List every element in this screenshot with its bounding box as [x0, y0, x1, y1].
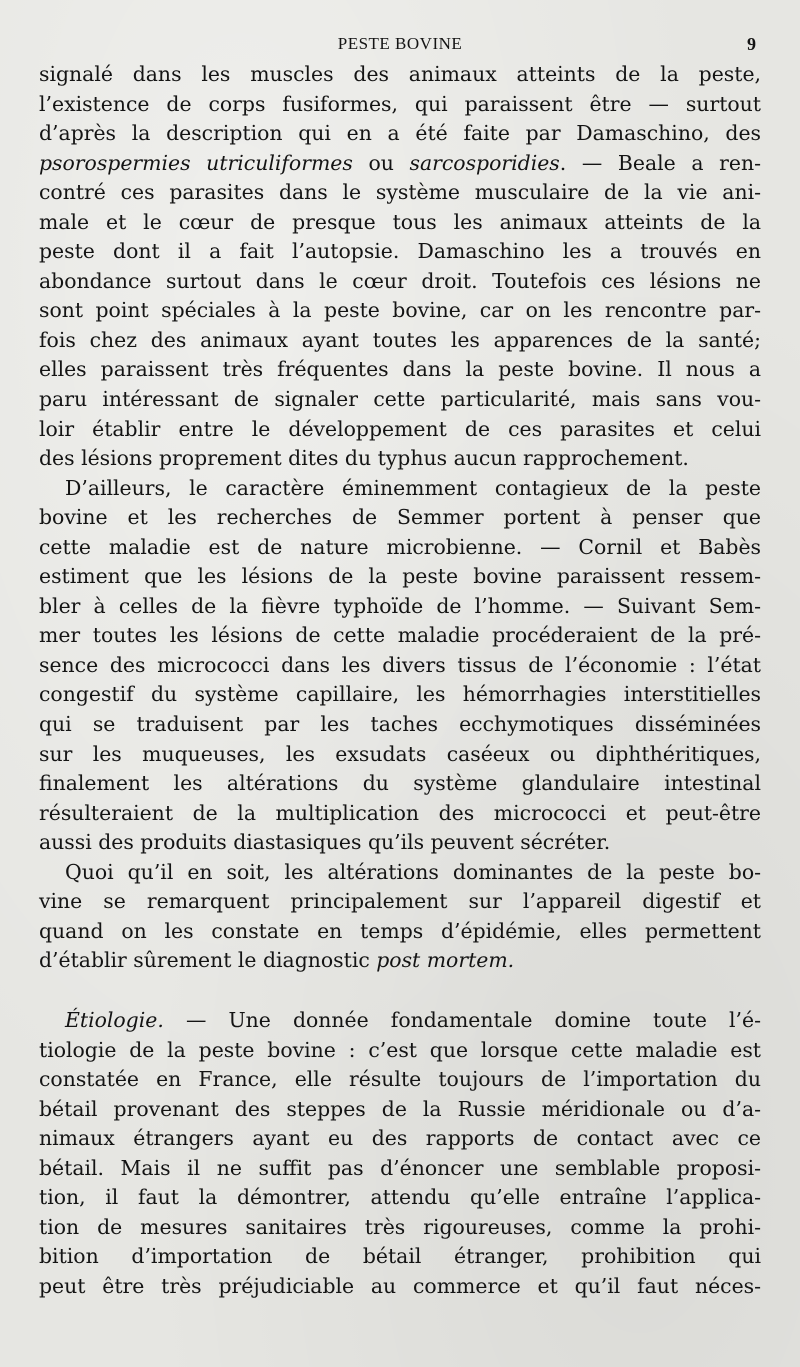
text-line: mer toutes les lésions de cette maladie procéderaient de la pré-	[39, 623, 761, 648]
section-heading: Étiologie.	[65, 1007, 164, 1032]
text-line: constatée en France, elle résulte toujours de l’importation du	[39, 1067, 761, 1092]
text-line: contré ces parasites dans le système musculaire de la vie ani-	[39, 180, 761, 205]
text-line: loir établir entre le développement de ces parasites et celui	[39, 416, 761, 441]
text-line: sur les muqueuses, les exsudats caséeux ou diphthéritiques,	[39, 741, 761, 766]
text-line: d’après la description qui en a été faite par Damaschino, des	[39, 121, 761, 146]
text-line: résulteraient de la multiplication des micrococci et peut-être	[39, 800, 761, 825]
body-text	[39, 60, 761, 1301]
text-line: bovine et les recherches de Semmer portent à penser que	[39, 505, 761, 530]
page-number: 9	[747, 34, 756, 54]
section-gap	[39, 976, 761, 1006]
text-line: bition d’importation de bétail étranger, prohibition qui	[39, 1244, 761, 1269]
text-line: finalement les altérations du système glandulaire intestinal	[39, 771, 761, 796]
text-line: male et le cœur de presque tous les animaux atteints de la	[39, 209, 761, 234]
text-line: bler à celles de la fièvre typhoïde de l’homme. — Suivant Sem-	[39, 593, 761, 618]
text-line: sont point spéciales à la peste bovine, car on les rencontre par-	[39, 298, 761, 323]
text-line: tion, il faut la démontrer, attendu qu’elle entraîne l’applica-	[39, 1185, 761, 1210]
text-fragment: d’établir sûrement le diagnostic	[39, 948, 370, 973]
text-line: aussi des produits diastasiques qu’ils peuvent sécréter.	[39, 830, 611, 855]
running-title: PESTE BOVINE	[337, 34, 463, 53]
text-line: fois chez des animaux ayant toutes les apparences de la santé;	[39, 327, 761, 352]
text-line: qui se traduisent par les taches ecchymotiques disséminées	[39, 712, 761, 737]
text-line: bétail provenant des steppes de la Russie méridionale ou d’a-	[39, 1096, 761, 1121]
text-line: estiment que les lésions de la peste bovine paraissent ressem-	[39, 564, 761, 589]
italic-term: psorospermies utriculiformes	[39, 150, 353, 175]
text-line: elles paraissent très fréquentes dans la peste bovine. Il nous a	[39, 357, 761, 382]
text-line: vine se remarquent principalement sur l’appareil digestif et	[39, 889, 761, 914]
italic-term: post mortem.	[376, 948, 515, 973]
text-line: nimaux étrangers ayant eu des rapports de contact avec ce	[39, 1126, 761, 1151]
text-line: signalé dans les muscles des animaux atteints de la peste,	[39, 62, 761, 86]
text-line: quand on les constate en temps d’épidémie, elles permettent	[39, 918, 761, 943]
text-line: abondance surtout dans le cœur droit. Toutefois ces lésions ne	[39, 268, 761, 293]
text-line: peste dont il a fait l’autopsie. Damaschino les a trouvés en	[39, 239, 761, 264]
text-line: sence des micrococci dans les divers tissus de l’économie : l’état	[39, 652, 761, 677]
text-fragment: . — Beale a ren-	[559, 150, 761, 175]
text-fragment: — Une donnée fondamentale domine toute l’é-	[185, 1007, 761, 1032]
text-line	[39, 149, 761, 179]
paragraph-start: D’ailleurs, le caractère éminemment contagieux de la peste	[65, 475, 761, 500]
paragraph-start: Quoi qu’il en soit, les altérations dominantes de la peste bo-	[65, 859, 761, 884]
text-line: l’existence de corps fusiformes, qui paraissent être — surtout	[39, 91, 761, 116]
section-heading-line	[39, 1006, 761, 1036]
text-line: tion de mesures sanitaires très rigoureuses, comme la prohi-	[39, 1214, 761, 1239]
text-line: congestif du système capillaire, les hémorrhagies interstitielles	[39, 682, 761, 707]
running-head	[0, 34, 800, 58]
text-fragment: ou	[352, 150, 410, 175]
italic-term: sarcosporidies	[409, 150, 560, 175]
text-line: tiologie de la peste bovine : c’est que lorsque cette maladie est	[39, 1037, 761, 1062]
text-line: paru intéressant de signaler cette particularité, mais sans vou-	[39, 387, 761, 412]
text-line: des lésions proprement dites du typhus aucun rapprochement.	[39, 446, 689, 471]
text-line: bétail. Mais il ne suffit pas d’énoncer une semblable proposi-	[39, 1155, 761, 1180]
text-line: cette maladie est de nature microbienne. — Cornil et Babès	[39, 534, 761, 559]
text-line: peut être très préjudiciable au commerce et qu’il faut néces-	[39, 1273, 761, 1298]
text-line	[39, 946, 761, 976]
